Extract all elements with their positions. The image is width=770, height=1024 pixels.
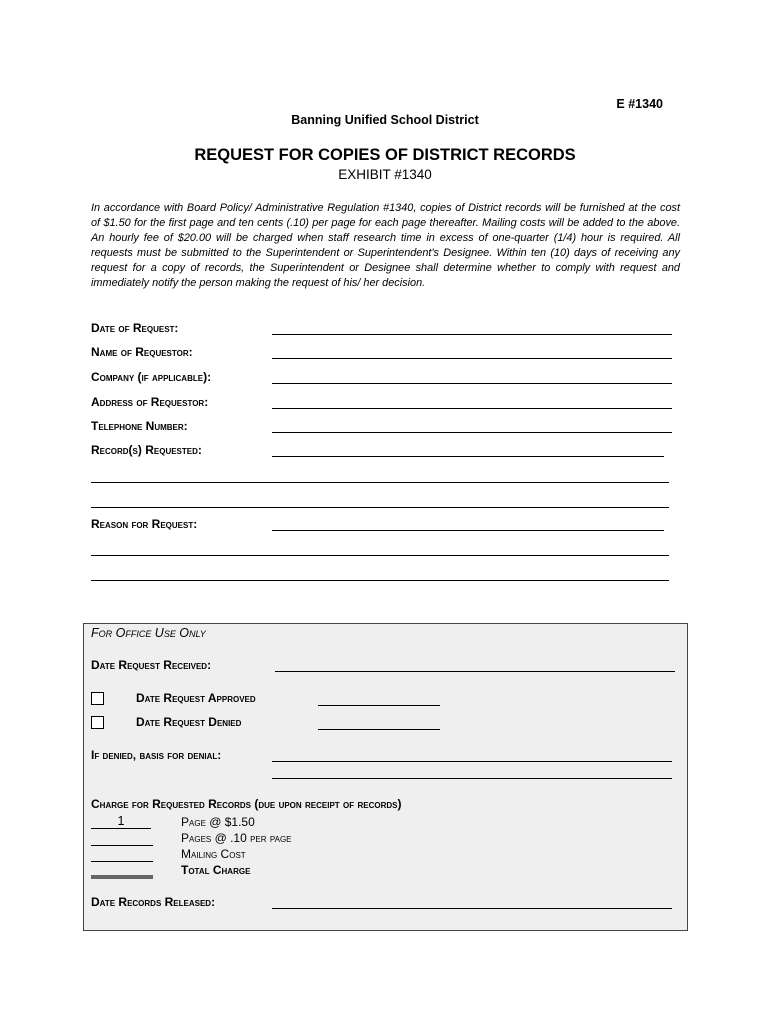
mailing-cost-label: Mailing Cost	[181, 847, 246, 861]
telephone-label: Telephone Number:	[91, 419, 188, 433]
date-received-field[interactable]	[275, 671, 675, 672]
reason-line-2[interactable]	[91, 555, 669, 556]
approved-label: Date Request Approved	[136, 691, 256, 705]
exhibit-number: EXHIBIT #1340	[338, 167, 432, 182]
denial-basis-field[interactable]	[272, 761, 672, 762]
company-label: Company (if applicable):	[91, 370, 212, 384]
date-released-field[interactable]	[272, 908, 672, 909]
denied-label: Date Request Denied	[136, 715, 242, 729]
denial-basis-label: If denied, basis for denial:	[91, 748, 222, 762]
reason-line-3[interactable]	[91, 580, 669, 581]
document-code: E #1340	[616, 97, 663, 111]
date-received-label: Date Request Received:	[91, 658, 212, 672]
name-of-requestor-field[interactable]	[272, 358, 672, 359]
denied-checkbox[interactable]	[91, 716, 104, 729]
name-of-requestor-label: Name of Requestor:	[91, 345, 193, 359]
date-of-request-field[interactable]	[272, 334, 672, 335]
records-requested-line-2[interactable]	[91, 482, 669, 483]
telephone-field[interactable]	[272, 432, 672, 433]
denial-basis-line-2[interactable]	[272, 778, 672, 779]
page-quantity-field[interactable]: 1	[91, 815, 151, 829]
pages-quantity-field[interactable]	[91, 845, 153, 846]
office-use-heading: For Office Use Only	[91, 626, 206, 640]
company-field[interactable]	[272, 383, 672, 384]
total-charge-field[interactable]	[91, 875, 153, 879]
page-rate-label: Page @ $1.50	[181, 815, 255, 829]
records-requested-label: Record(s) Requested:	[91, 443, 202, 457]
reason-label: Reason for Request:	[91, 517, 198, 531]
date-released-label: Date Records Released:	[91, 895, 216, 909]
reason-field[interactable]	[272, 530, 664, 531]
approved-checkbox[interactable]	[91, 692, 104, 705]
mailing-cost-field[interactable]	[91, 861, 153, 862]
charge-heading: Charge for Requested Records (due upon receipt of records)	[91, 797, 402, 811]
approved-date-field[interactable]	[318, 705, 440, 706]
total-charge-label: Total Charge	[181, 863, 251, 877]
date-of-request-label: Date of Request:	[91, 321, 179, 335]
records-requested-line-3[interactable]	[91, 507, 669, 508]
records-requested-field[interactable]	[272, 456, 664, 457]
address-field[interactable]	[272, 408, 672, 409]
pages-rate-label: Pages @ .10 per page	[181, 831, 292, 845]
address-label: Address of Requestor:	[91, 395, 209, 409]
intro-paragraph: In accordance with Board Policy/ Administrative Regulation #1340, copies of District records will be furnished at the cost of $1.50 for the first page and ten cents (.10) per page for each page thereafter. Mailing costs will be added to the above. An hourly fee of $20.00 will be charged when staff research time in excess of one-quarter (1/4) hour is required. All requests must be submitted to the Superintendent or Superintendent's Designee. Within ten (10) days of receiving any request for a copy of records, the Superintendent or Designee shall determine whether to comply with request and immediately notify the person making the request of his/ her decision.	[91, 202, 680, 289]
denied-date-field[interactable]	[318, 729, 440, 730]
form-title: REQUEST FOR COPIES OF DISTRICT RECORDS	[194, 146, 576, 164]
district-name: Banning Unified School District	[291, 113, 479, 127]
